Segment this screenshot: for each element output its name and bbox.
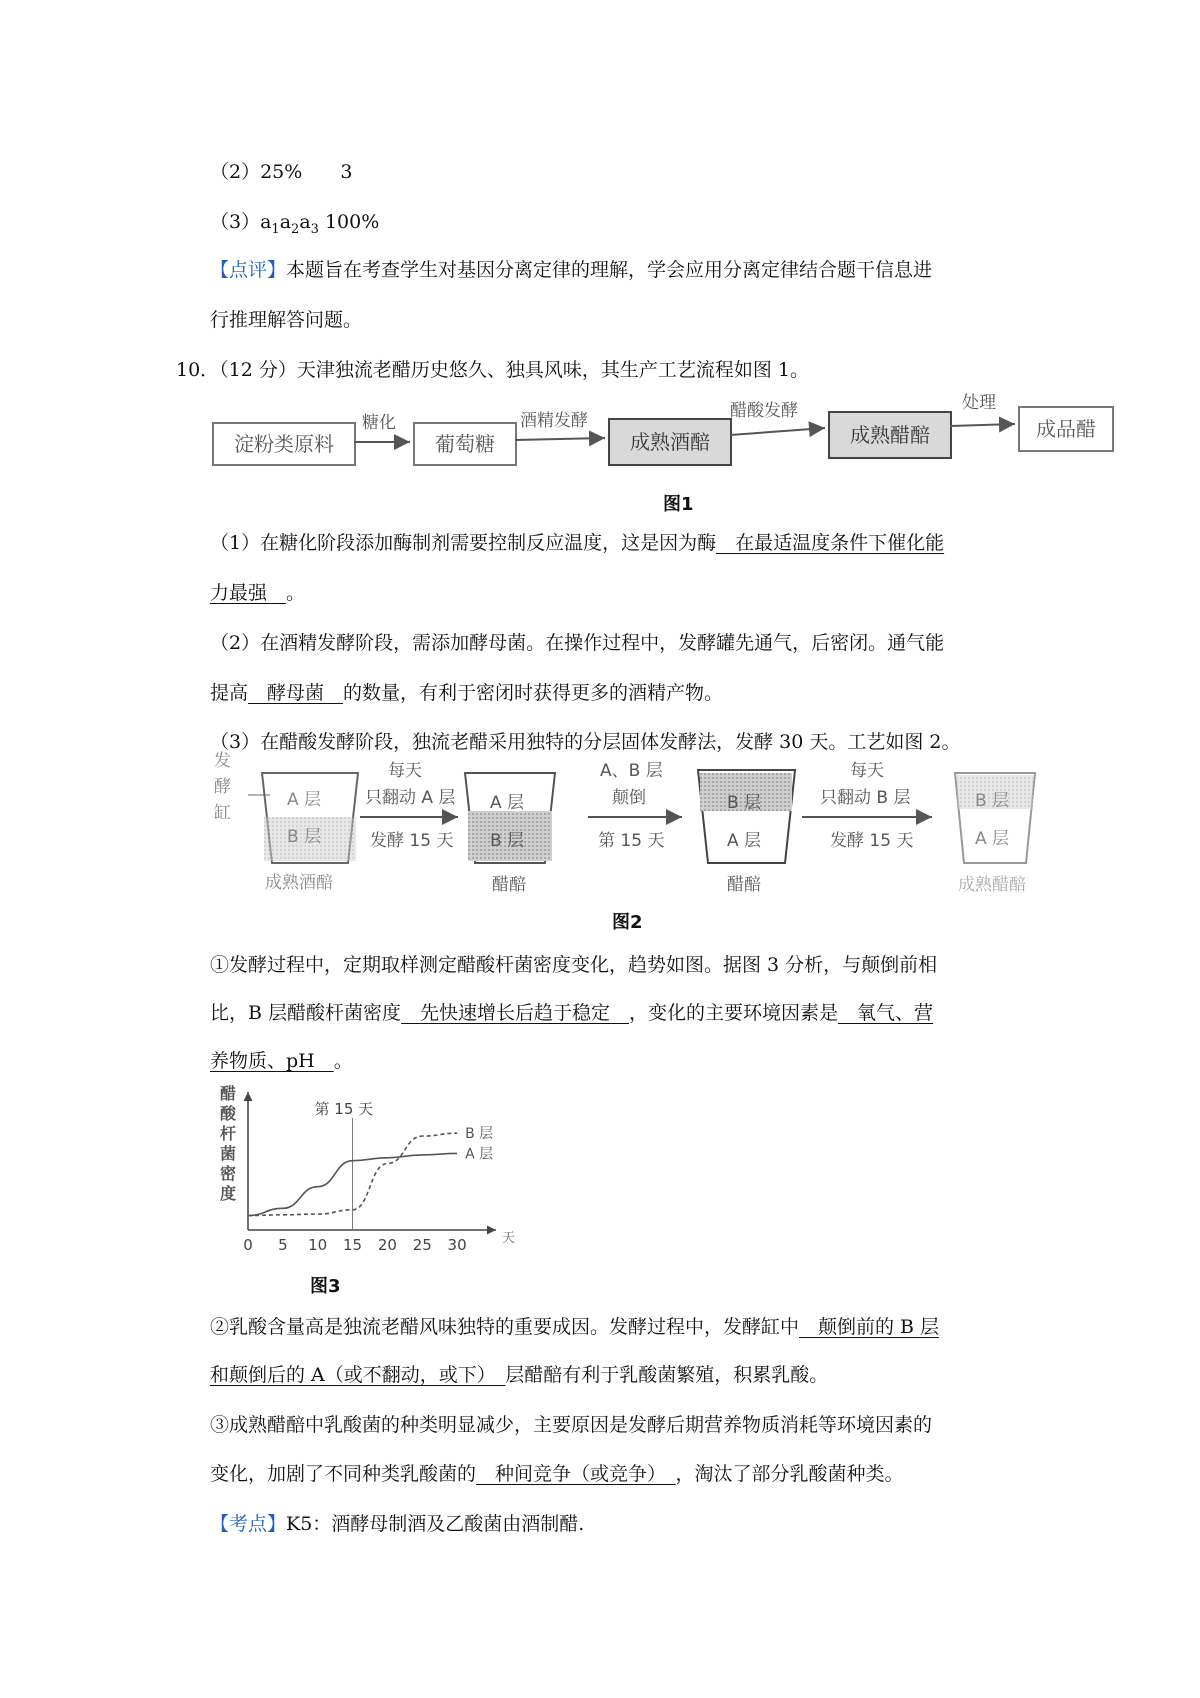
flow-edge-saccharify: 糖化 — [362, 413, 396, 433]
answer-3-a3: a — [299, 211, 311, 233]
flow-edge-acetic-ferment: 醋酸发酵 — [730, 401, 798, 421]
q2-line-1: （2）在酒精发酵阶段，需添加酵母菌。在操作过程中，发酵罐先通气，后密闭。通气能 — [210, 632, 945, 654]
x-tick-label: 0 — [243, 1236, 253, 1254]
fig2-label-vinegar-2: 醋醅 — [727, 875, 761, 895]
figure-3-caption: 图3 — [310, 1276, 341, 1297]
fig2-arrow-3-top-1: 每天 — [850, 761, 884, 781]
legend-a-label: A 层 — [465, 1146, 494, 1163]
q2-pre: 提高 — [210, 682, 249, 704]
vat-4-layer-a: A 层 — [975, 829, 1010, 849]
flow-step-mature-alcohol-mash: 成熟酒醅 — [608, 418, 732, 466]
s3-line-2 — [210, 1459, 904, 1486]
question-stem: 10．（12 分）天津独流老醋历史悠久、独具风味，其生产工艺流程如图 1。 — [176, 359, 810, 381]
q1-line-1 — [210, 528, 944, 555]
answer-3-a2: a — [279, 211, 292, 233]
s1-line-1: ①发酵过程中，定期取样测定醋酸杆菌密度变化，趋势如图。据图 3 分析，与颠倒前相 — [210, 954, 938, 976]
s1-line-3 — [210, 1046, 353, 1073]
s3-pre: 变化，加剧了不同种类乳酸菌的 — [210, 1463, 477, 1485]
answer-3 — [210, 207, 379, 237]
q3-line: （3）在醋酸发酵阶段，独流老醋采用独特的分层固体发酵法，发酵 30 天。工艺如图 2。 — [210, 731, 961, 753]
flow-arrow-4 — [950, 424, 1015, 426]
review-line-1 — [210, 255, 932, 282]
fig2-arrow-3-bottom: 发酵 15 天 — [830, 831, 914, 851]
x-tick-label: 10 — [308, 1236, 328, 1254]
fig2-arrow-1-top-2: 只翻动 A 层 — [365, 788, 456, 808]
q2-answer: 酵母菌 — [248, 682, 344, 704]
answer-3-prefix: （3）a — [210, 211, 272, 233]
s2-post: 层醋醅有利于乳酸菌繁殖，积累乳酸。 — [505, 1364, 829, 1386]
s3-post: ，淘汰了部分乳酸菌种类。 — [675, 1463, 904, 1485]
review-text-1: 本题旨在考查学生对基因分离定律的理解，学会应用分离定律结合题干信息进 — [286, 259, 933, 281]
q1-answer-part-2: 力最强 — [210, 582, 287, 604]
flow-step-starch: 淀粉类原料 — [212, 422, 356, 466]
s1-answer-2a: 氧气、营 — [838, 1002, 934, 1024]
flow-step-finished-vinegar: 成品醋 — [1018, 406, 1114, 452]
day-15-marker-label: 第 15 天 — [314, 1100, 374, 1118]
s1-answer-1: 先快速增长后趋于稳定 — [401, 1002, 630, 1024]
q1-text: （1）在糖化阶段添加酶制剂需要控制反应温度，这是因为酶 — [210, 532, 717, 554]
answer-3-suffix: 100% — [318, 211, 380, 233]
fig2-arrow-2-top-2: 颠倒 — [612, 788, 646, 808]
answer-2: （2）25% 3 — [210, 161, 353, 183]
vat-1-layer-a: A 层 — [287, 790, 322, 810]
s3-answer: 种间竞争（或竞争） — [476, 1463, 676, 1485]
flow-edge-process: 处理 — [962, 393, 996, 413]
legend-b-label: B 层 — [465, 1126, 494, 1143]
flow-step-glucose: 葡萄糖 — [413, 422, 517, 466]
kaodian-line — [210, 1509, 584, 1536]
flow-arrows — [0, 390, 1200, 490]
x-unit-label: 天 — [502, 1231, 516, 1246]
fig2-arrow-1-bottom: 发酵 15 天 — [370, 831, 454, 851]
s1-answer-2b: 养物质、pH — [210, 1050, 334, 1072]
vat-3-layer-a: A 层 — [727, 831, 762, 851]
fig2-side-label: 发酵缸 — [214, 751, 231, 823]
fig2-arrow-1-top-1: 每天 — [388, 761, 422, 781]
fig2-arrow-2-top-1: A、B 层 — [600, 761, 663, 781]
kaodian-text: K5：酒酵母制酒及乙酸菌由酒制醋. — [286, 1513, 585, 1535]
fig2-arrow-2-bottom: 第 15 天 — [598, 831, 665, 851]
fig2-label-end: 成熟醋醅 — [958, 875, 1026, 895]
s2-text: ②乳酸含量高是独流老醋风味独特的重要成因。发酵过程中，发酵缸中 — [210, 1316, 800, 1338]
figure-3 — [210, 1080, 516, 1260]
flow-arrow-2 — [515, 438, 605, 440]
vat-2-layer-a: A 层 — [490, 793, 525, 813]
s2-line-1 — [210, 1312, 939, 1339]
flow-arrow-3 — [730, 428, 825, 435]
figure-1-caption: 图1 — [663, 494, 694, 515]
s1-line-2 — [210, 998, 933, 1025]
x-tick-label: 15 — [342, 1236, 363, 1254]
figure-2-caption: 图2 — [612, 912, 643, 933]
x-tick-label: 30 — [447, 1236, 467, 1254]
s3-line-1: ③成熟醋醅中乳酸菌的种类明显减少，主要原因是发酵后期营养物质消耗等环境因素的 — [210, 1414, 933, 1436]
q1-line-2 — [210, 578, 305, 605]
x-tick-label: 5 — [278, 1236, 288, 1254]
s1-end: 。 — [333, 1050, 353, 1072]
s2-answer-2: 和颠倒后的 A（或不翻动，或下） — [210, 1364, 506, 1386]
subscript-1: 1 — [271, 221, 280, 237]
subscript-2: 2 — [291, 221, 300, 237]
x-tick-label: 25 — [412, 1236, 432, 1254]
fig2-label-start: 成熟酒醅 — [265, 873, 333, 893]
q2-post: 的数量，有利于密闭时获得更多的酒精产物。 — [343, 682, 724, 704]
s2-answer-1: 颠倒前的 B 层 — [799, 1316, 940, 1338]
kaodian-tag: 【考点】 — [210, 1513, 287, 1535]
q2-line-2 — [210, 678, 723, 705]
fig2-label-vinegar-1: 醋醅 — [492, 875, 526, 895]
q1-end: 。 — [286, 582, 306, 604]
s1-pre: 比，B 层醋酸杆菌密度 — [210, 1002, 402, 1024]
vat-4-layer-b: B 层 — [975, 791, 1010, 811]
vat-2-layer-b: B 层 — [490, 831, 525, 851]
vat-3-layer-b: B 层 — [727, 793, 762, 813]
subscript-3: 3 — [310, 221, 319, 237]
review-line-2: 行推理解答问题。 — [210, 309, 363, 331]
flow-edge-alcohol-ferment: 酒精发酵 — [520, 411, 588, 431]
flow-step-mature-vinegar-mash: 成熟醋醅 — [828, 411, 952, 459]
s1-mid: ，变化的主要环境因素是 — [629, 1002, 839, 1024]
review-tag: 【点评】 — [210, 259, 287, 281]
x-tick-label: 20 — [377, 1236, 397, 1254]
figure-3-y-label: 醋酸杆菌密度 — [220, 1084, 237, 1203]
fig2-arrow-3-top-2: 只翻动 B 层 — [820, 788, 911, 808]
s2-line-2 — [210, 1360, 828, 1387]
q1-answer-part-1: 在最适温度条件下催化能 — [716, 532, 945, 554]
vat-1-layer-b: B 层 — [287, 827, 322, 847]
figure-3-chart — [210, 1080, 516, 1260]
